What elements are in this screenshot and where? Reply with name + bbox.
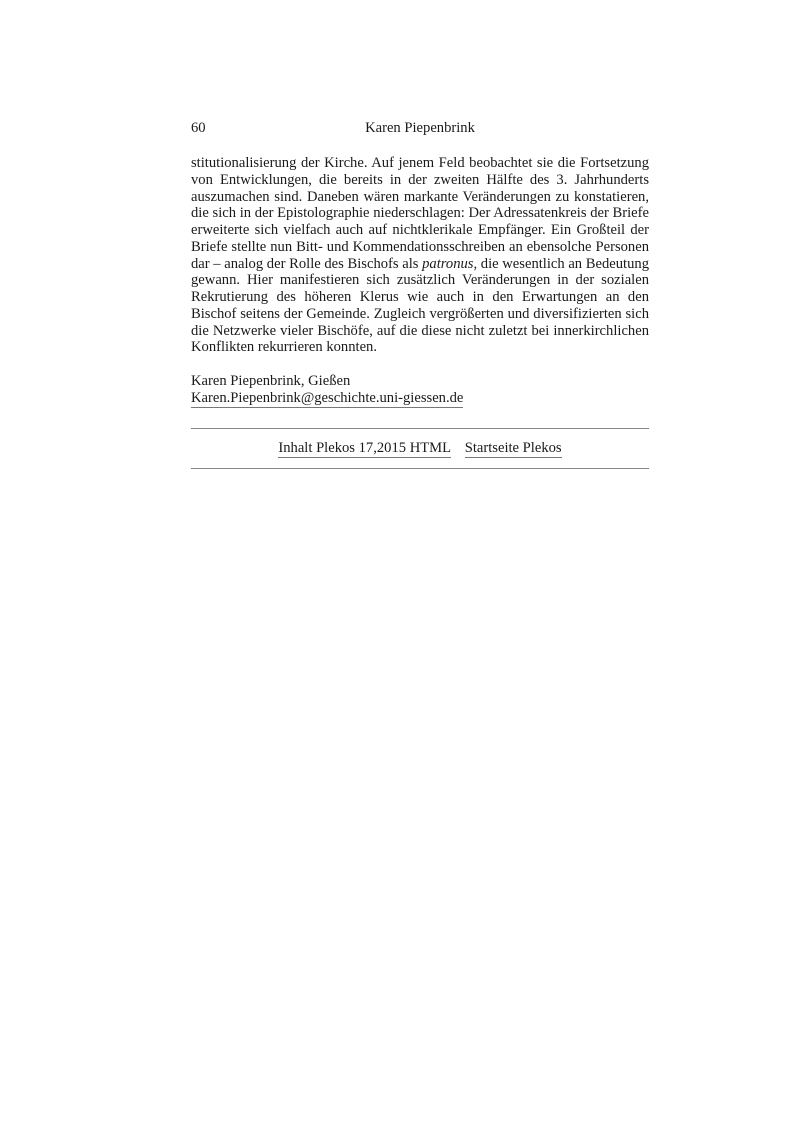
body-paragraph [191, 155, 649, 356]
author-email-link[interactable]: Karen.Piepenbrink@geschichte.uni-giessen.de [191, 389, 464, 406]
bottom-divider [191, 468, 649, 469]
body-text-part-1: stitutionalisierung der Kirche. Auf jenem Feld beobachtet sie die Fortsetzung von Entwicklungen, die bereits in der zweiten Hälfte des 3. Jahrhunderts auszumachen sind. Daneben wären markante Veränderungen zu konstatieren, die sich in der Epistolographie niederschlagen: Der Adressatenkreis der Briefe erweiterte sich vielfach auch auf nichtklerikale Empfänger. Ein Großteil der Briefe stellte nun Bitt- und Kommendationsschreiben an ebensolche Personen dar – analog der Rolle des Bischofs als [191, 155, 649, 272]
nav-links [191, 429, 649, 468]
author-signature [191, 373, 649, 407]
author-name-place: Karen Piepenbrink, Gießen [191, 373, 351, 389]
running-header [191, 118, 649, 138]
page-number: 60 [191, 120, 206, 136]
link-startseite-plekos[interactable]: Startseite Plekos [464, 440, 562, 456]
page-content [191, 118, 649, 407]
body-text-part-2: , die wesentlich an Bedeutung gewann. Hier manifestieren sich zusätzlich Veränderungen in der sozialen Rekrutierung des höheren Klerus wie auch in den Erwartungen an den Bischof seitens der Gemeinde. Zugleich vergrößerten und diversifizierten sich die Netzwerke vieler Bischöfe, auf die diese nicht zuletzt bei innerkirchlichen Konflikten rekurrieren konnten. [191, 255, 649, 356]
italic-term: patronus [422, 255, 474, 272]
link-inhalt-plekos[interactable]: Inhalt Plekos 17,2015 HTML [278, 440, 452, 456]
running-title: Karen Piepenbrink [365, 120, 475, 136]
footer-navigation [191, 428, 649, 469]
